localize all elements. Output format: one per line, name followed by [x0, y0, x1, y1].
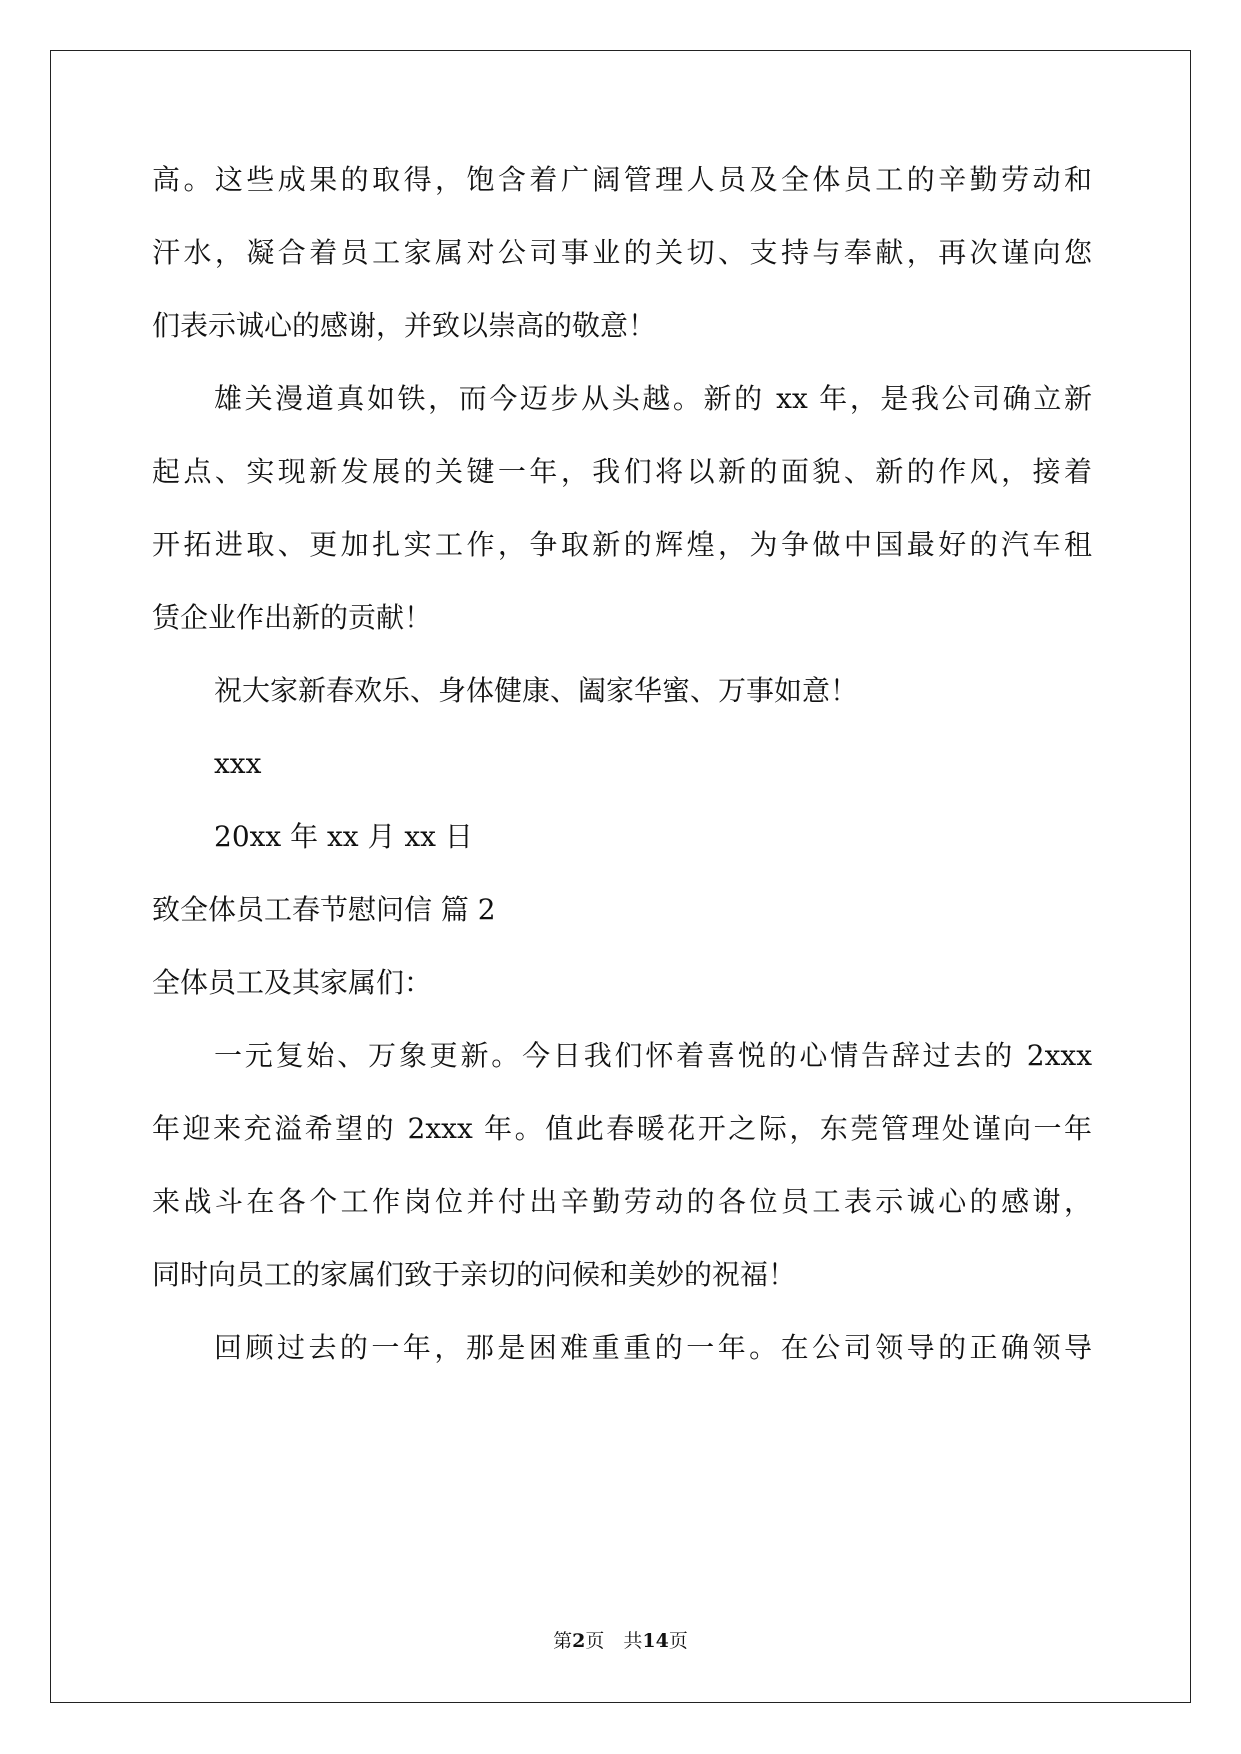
text-line: 起点、实现新发展的关键一年，我们将以新的面貌、新的作风，接着 [152, 455, 1092, 488]
current-page-number: 2 [572, 1630, 586, 1652]
text-line: 开拓进取、更加扎实工作，争取新的辉煌，为争做中国最好的汽车租 [152, 528, 1092, 561]
date-line: 20xx 年 xx 月 xx 日 [214, 820, 473, 853]
salutation: 全体员工及其家属们： [152, 966, 433, 999]
text-line: 高。这些成果的取得，饱含着广阔管理人员及全体员工的辛勤劳动和 [152, 163, 1092, 196]
page-suffix: 页 [668, 1630, 688, 1652]
greeting-line: 祝大家新春欢乐、身体健康、阖家华蜜、万事如意！ [214, 674, 859, 707]
section-title: 致全体员工春节慰问信 篇 2 [152, 893, 496, 926]
text-line: 雄关漫道真如铁，而今迈步从头越。新的 xx 年，是我公司确立新 [214, 382, 1092, 415]
text-line: 年迎来充溢希望的 2xxx 年。值此春暖花开之际，东莞管理处谨向一年 [152, 1112, 1092, 1145]
text-line: 们表示诚心的感谢，并致以崇高的敬意！ [152, 309, 657, 342]
text-line: 同时向员工的家属们致于亲切的问候和美妙的祝福！ [152, 1258, 797, 1291]
text-line: 赁企业作出新的贡献！ [152, 601, 433, 634]
page-footer [0, 1628, 1241, 1654]
page-border [50, 50, 1191, 1703]
signature: xxx [214, 747, 262, 780]
text-line: 来战斗在各个工作岗位并付出辛勤劳动的各位员工表示诚心的感谢， [152, 1185, 1092, 1218]
text-line: 回顾过去的一年，那是困难重重的一年。在公司领导的正确领导 [214, 1331, 1092, 1364]
text-line: 一元复始、万象更新。今日我们怀着喜悦的心情告辞过去的 2xxx [214, 1039, 1092, 1072]
page-prefix: 第 [553, 1630, 573, 1652]
text-line: 汗水，凝合着员工家属对公司事业的关切、支持与奉献，再次谨向您 [152, 236, 1092, 269]
total-page-count: 14 [642, 1630, 669, 1652]
page-mid: 页 共 [585, 1630, 643, 1652]
